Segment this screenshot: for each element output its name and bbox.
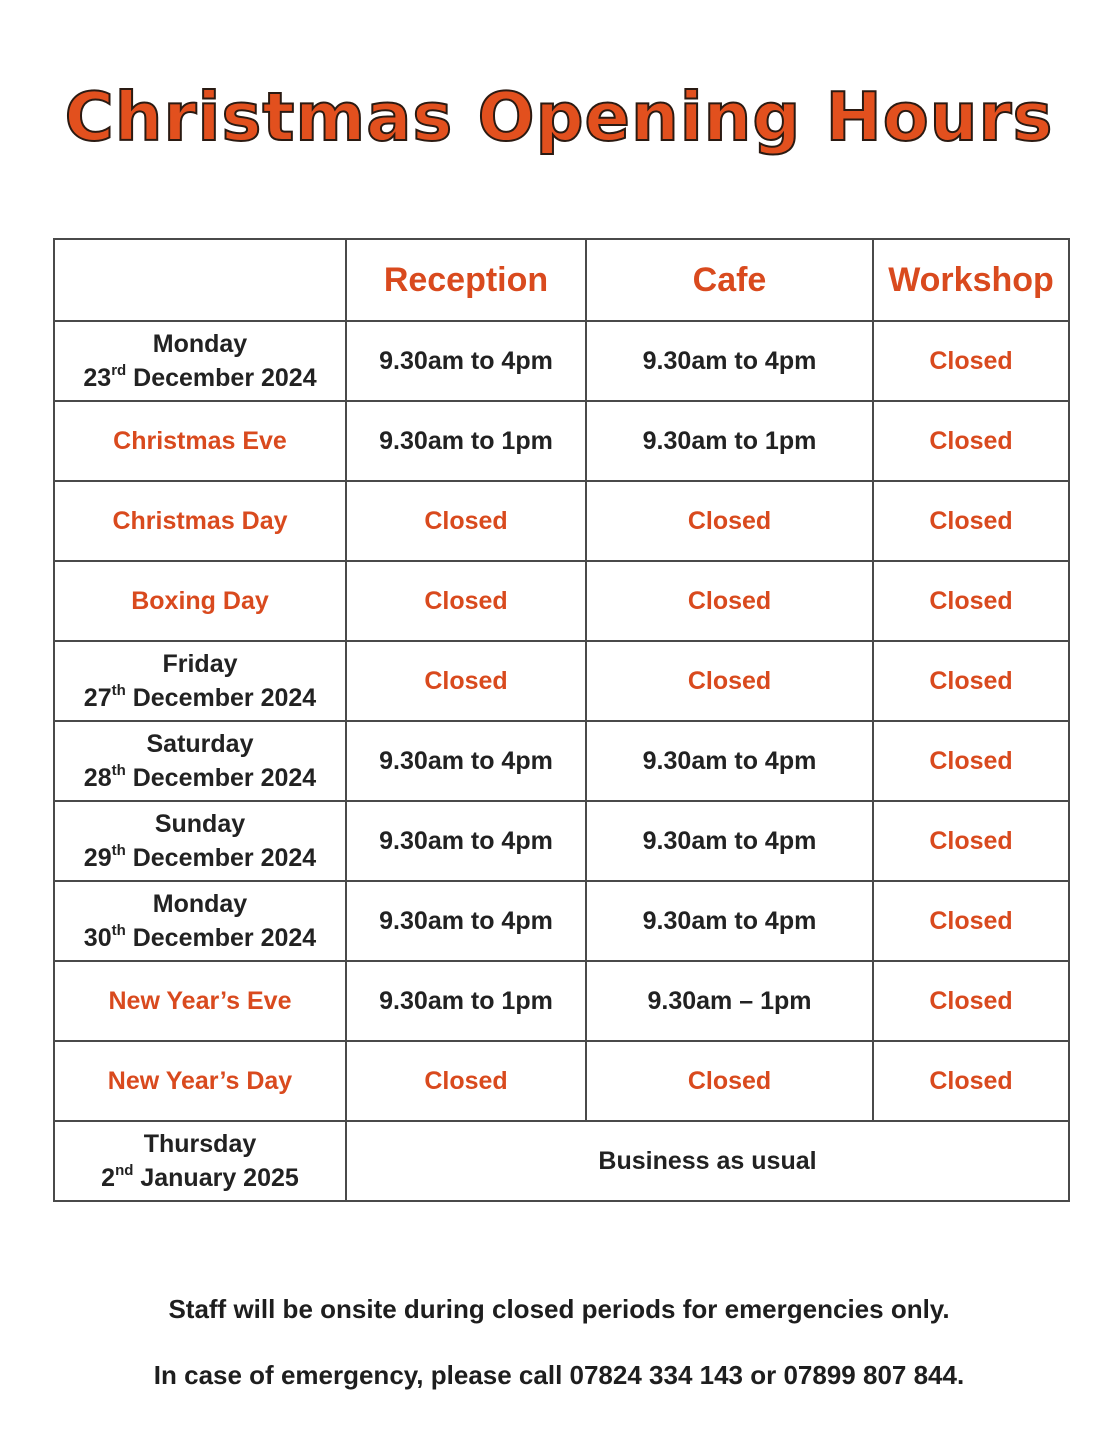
day-name: Monday <box>152 330 248 358</box>
table-row <box>54 881 1069 961</box>
day-date <box>59 761 341 795</box>
table-row <box>54 801 1069 881</box>
date-month-year: December 2024 <box>126 364 317 392</box>
day-cell <box>54 721 346 801</box>
date-number: 27 <box>83 684 112 712</box>
table-row <box>54 721 1069 801</box>
date-month-year: December 2024 <box>125 844 317 872</box>
reception-hours-cell: Closed <box>346 1041 586 1121</box>
reception-hours-cell: Closed <box>346 641 586 721</box>
table-row <box>54 561 1069 641</box>
date-month-year: January 2025 <box>133 1164 299 1192</box>
header-cell-cafe: Cafe <box>586 239 873 321</box>
reception-hours-cell: Closed <box>346 481 586 561</box>
day-cell <box>54 1041 346 1121</box>
cafe-hours-cell: Closed <box>586 561 873 641</box>
date-number: 23 <box>83 364 112 392</box>
date-month-year: December 2024 <box>125 764 317 792</box>
day-name: Christmas Eve <box>113 427 287 455</box>
workshop-hours-cell: Closed <box>873 961 1069 1041</box>
day-name: Thursday <box>143 1130 257 1158</box>
day-name: New Year’s Eve <box>108 987 292 1015</box>
day-cell <box>54 481 346 561</box>
reception-hours-cell: 9.30am to 4pm <box>346 801 586 881</box>
day-date <box>59 921 341 955</box>
footer-note-emergency: In case of emergency, please call 07824 334 143 or 07899 807 844. <box>153 1360 965 1390</box>
date-month-year: December 2024 <box>125 684 317 712</box>
day-date <box>59 361 341 395</box>
day-cell <box>54 401 346 481</box>
reception-hours-cell: 9.30am to 1pm <box>346 401 586 481</box>
day-date <box>59 681 341 715</box>
date-number: 30 <box>83 924 112 952</box>
day-cell <box>54 641 346 721</box>
reception-hours-cell: Closed <box>346 561 586 641</box>
reception-hours-cell: 9.30am to 4pm <box>346 321 586 401</box>
day-date <box>59 841 341 875</box>
day-name: Saturday <box>146 730 254 758</box>
table-row <box>54 961 1069 1041</box>
workshop-hours-cell: Closed <box>873 641 1069 721</box>
table-row <box>54 1041 1069 1121</box>
date-ordinal: th <box>111 761 126 779</box>
workshop-hours-cell: Closed <box>873 801 1069 881</box>
date-month-year: December 2024 <box>125 924 317 952</box>
workshop-hours-cell: Closed <box>873 401 1069 481</box>
day-name: Boxing Day <box>131 587 269 615</box>
table-row <box>54 641 1069 721</box>
reception-hours-cell: 9.30am to 4pm <box>346 721 586 801</box>
table-row <box>54 321 1069 401</box>
cafe-hours-cell: 9.30am to 4pm <box>586 321 873 401</box>
header-cell-day <box>54 239 346 321</box>
date-number: 29 <box>83 844 112 872</box>
workshop-hours-cell: Closed <box>873 481 1069 561</box>
workshop-hours-cell: Closed <box>873 881 1069 961</box>
table-row <box>54 1121 1069 1201</box>
footer-note-staff: Staff will be onsite during closed periods for emergencies only. <box>168 1294 950 1324</box>
cafe-hours-cell: 9.30am to 1pm <box>586 401 873 481</box>
workshop-hours-cell: Closed <box>873 321 1069 401</box>
day-cell <box>54 881 346 961</box>
day-cell <box>54 1121 346 1201</box>
day-name: Monday <box>152 890 248 918</box>
date-ordinal: rd <box>111 361 127 379</box>
opening-hours-table <box>53 238 1070 1202</box>
header-cell-reception: Reception <box>346 239 586 321</box>
date-number: 2 <box>101 1164 116 1192</box>
day-name: Sunday <box>154 810 246 838</box>
cafe-hours-cell: 9.30am to 4pm <box>586 721 873 801</box>
workshop-hours-cell: Closed <box>873 1041 1069 1121</box>
date-ordinal: th <box>111 921 126 939</box>
day-name: Christmas Day <box>112 507 288 535</box>
cafe-hours-cell: Closed <box>586 481 873 561</box>
day-name: Friday <box>162 650 238 678</box>
cafe-hours-cell: 9.30am – 1pm <box>586 961 873 1041</box>
header-cell-workshop: Workshop <box>873 239 1069 321</box>
reception-hours-cell: 9.30am to 1pm <box>346 961 586 1041</box>
page-title: Christmas Opening Hours <box>64 78 1054 156</box>
business-as-usual-cell: Business as usual <box>346 1121 1069 1201</box>
date-ordinal: th <box>111 681 126 699</box>
table-row <box>54 401 1069 481</box>
day-cell <box>54 961 346 1041</box>
date-number: 28 <box>83 764 112 792</box>
workshop-hours-cell: Closed <box>873 561 1069 641</box>
day-name: New Year’s Day <box>107 1067 293 1095</box>
table-row <box>54 481 1069 561</box>
cafe-hours-cell: 9.30am to 4pm <box>586 881 873 961</box>
day-cell <box>54 321 346 401</box>
day-cell <box>54 801 346 881</box>
workshop-hours-cell: Closed <box>873 721 1069 801</box>
cafe-hours-cell: 9.30am to 4pm <box>586 801 873 881</box>
cafe-hours-cell: Closed <box>586 1041 873 1121</box>
date-ordinal: th <box>111 841 126 859</box>
reception-hours-cell: 9.30am to 4pm <box>346 881 586 961</box>
day-date <box>59 1161 341 1195</box>
date-ordinal: nd <box>115 1161 134 1179</box>
table-header-row <box>54 239 1069 321</box>
cafe-hours-cell: Closed <box>586 641 873 721</box>
day-cell <box>54 561 346 641</box>
